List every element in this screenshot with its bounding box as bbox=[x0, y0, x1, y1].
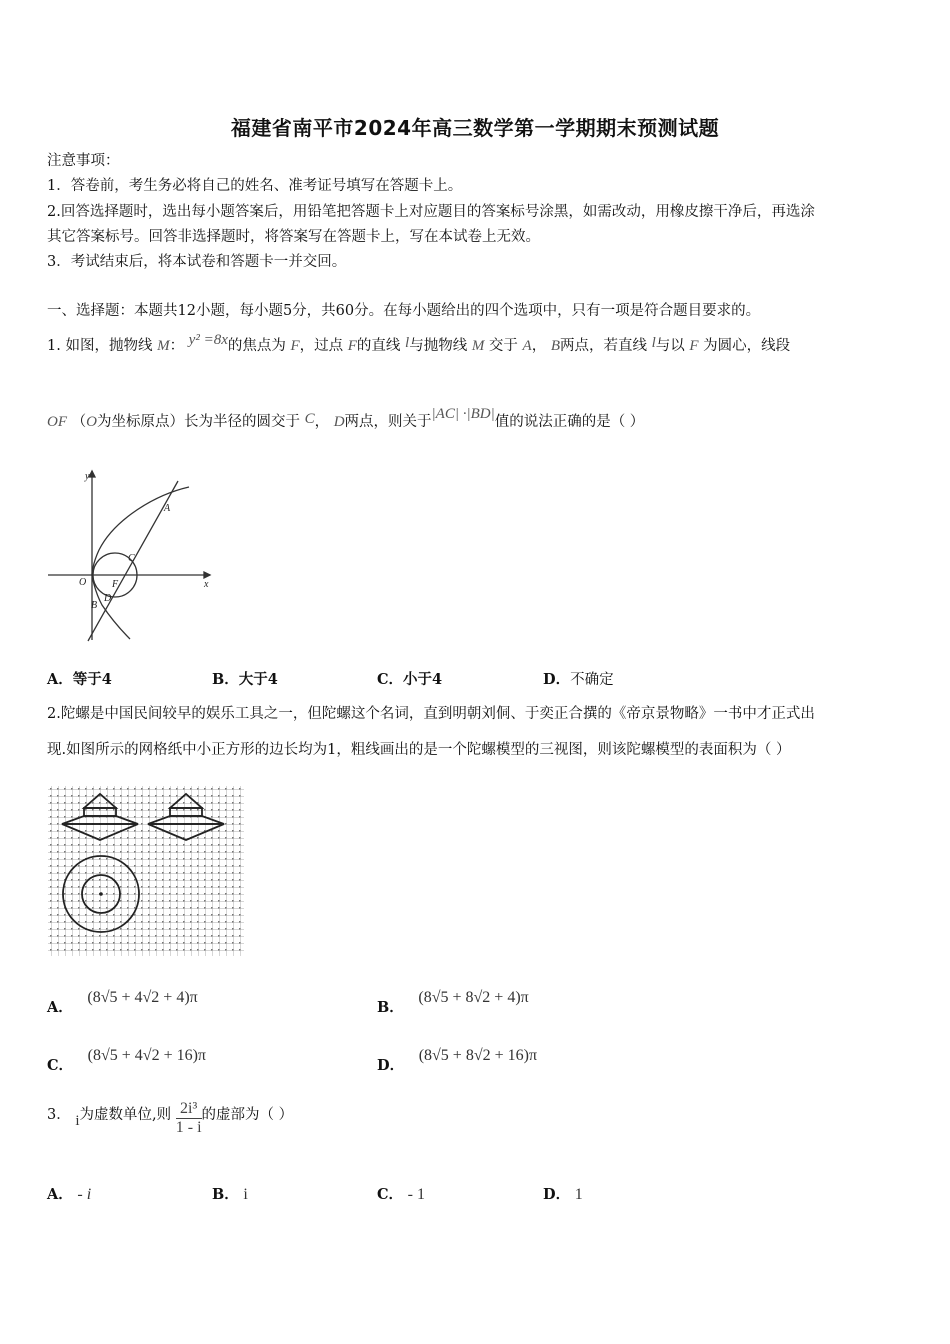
math-m: M bbox=[471, 338, 485, 354]
q1-stem-line1 bbox=[47, 332, 791, 357]
q1-text: （ bbox=[71, 414, 87, 430]
option-text: - i bbox=[77, 1186, 92, 1203]
q1-text: 的焦点为 bbox=[227, 338, 286, 354]
q1-text: ， bbox=[531, 338, 547, 354]
q3-number: 3． bbox=[47, 1106, 71, 1123]
option-label: B． bbox=[377, 999, 404, 1016]
label-b: B bbox=[91, 600, 98, 611]
notice-item-3: 3．考试结束后，将本试卷和答题卡一并交回。 bbox=[47, 254, 347, 270]
math-c: C bbox=[304, 411, 315, 427]
q1-text: 两点，若直线 bbox=[559, 338, 647, 354]
notice-item-2-cont: 其它答案标号。回答非选择题时，将答案写在答题卡上，写在本试卷上无效。 bbox=[47, 229, 540, 245]
option-text: (8√5 + 4√2 + 4)π bbox=[87, 989, 198, 1006]
fraction-2i3-over-1-i bbox=[176, 1100, 202, 1137]
math-b: B bbox=[550, 338, 560, 354]
q1-text: 1. 如图，抛物线 bbox=[47, 338, 153, 354]
q1-text: 值的说法正确的是（ ） bbox=[494, 414, 645, 430]
q1-text: ： bbox=[169, 338, 185, 354]
option-text: 1 bbox=[574, 1186, 583, 1203]
option-text: 大于4 bbox=[238, 671, 278, 688]
x-arrow-icon bbox=[204, 572, 210, 578]
label-o: O bbox=[79, 577, 87, 588]
option-label: B． bbox=[212, 1186, 239, 1203]
math-a: A bbox=[522, 338, 532, 354]
page-title: 福建省南平市2024年高三数学第一学期期末预测试题 bbox=[230, 116, 720, 140]
q2-option-d[interactable] bbox=[377, 1044, 538, 1074]
q3-stem bbox=[47, 1100, 293, 1137]
notice-heading: 注意事项： bbox=[47, 153, 120, 169]
math-l: l bbox=[651, 335, 656, 351]
top-view-center-dot bbox=[99, 892, 103, 896]
math-f: F bbox=[689, 338, 699, 354]
q2-option-a[interactable] bbox=[47, 986, 198, 1016]
fraction-denominator: 1 - i bbox=[175, 1119, 202, 1136]
q1-text: ， bbox=[314, 414, 330, 430]
label-y: y bbox=[85, 471, 90, 482]
q1-text: 为圆心，线段 bbox=[703, 338, 791, 354]
q1-text: 交于 bbox=[488, 338, 518, 354]
math-i: i bbox=[75, 1112, 80, 1129]
option-text: (8√5 + 8√2 + 4)π bbox=[418, 989, 529, 1006]
q2-option-c[interactable] bbox=[47, 1044, 206, 1074]
option-label: C． bbox=[377, 671, 404, 688]
q1-text: 与以 bbox=[655, 338, 685, 354]
q2-stem-line2: 现.如图所示的网格纸中小正方形的边长均为1，粗线画出的是一个陀螺模型的三视图，则该陀螺模型的表面积为（ ） bbox=[47, 742, 791, 758]
grid-background bbox=[48, 786, 244, 956]
label-x: x bbox=[204, 579, 209, 590]
option-text: 等于4 bbox=[72, 671, 112, 688]
q3-option-d[interactable] bbox=[543, 1183, 583, 1204]
notice-item-2: 2.回答选择题时，选出每小题答案后，用铅笔把答题卡上对应题目的答案标号涂黑，如需改动，用橡皮擦干净后，再选涂 bbox=[47, 204, 815, 220]
math-of: OF bbox=[47, 414, 67, 430]
option-label: A． bbox=[47, 999, 73, 1016]
label-a: A bbox=[164, 503, 171, 514]
q1-option-a[interactable] bbox=[47, 668, 112, 689]
fraction-numerator: 2i³ bbox=[176, 1100, 202, 1119]
math-l: l bbox=[405, 335, 410, 351]
option-label: D． bbox=[543, 1186, 571, 1203]
math-o: O bbox=[86, 414, 97, 430]
q3-option-c[interactable] bbox=[377, 1183, 425, 1204]
q1-text: ，过点 bbox=[299, 338, 344, 354]
q1-text: 与抛物线 bbox=[409, 338, 468, 354]
q3-option-b[interactable] bbox=[212, 1183, 248, 1204]
math-d: D bbox=[333, 414, 345, 430]
parabola-figure bbox=[44, 465, 220, 645]
q3-text: 的虚部为（ ） bbox=[201, 1106, 294, 1123]
option-label: C． bbox=[377, 1186, 404, 1203]
q1-stem-line2 bbox=[47, 406, 645, 433]
option-text: - 1 bbox=[407, 1186, 425, 1203]
parabola-curve bbox=[92, 487, 189, 639]
label-d: D bbox=[104, 593, 112, 604]
option-label: B． bbox=[212, 671, 239, 688]
q1-option-c[interactable] bbox=[377, 668, 442, 689]
q1-text: 的直线 bbox=[356, 338, 401, 354]
top-three-views-figure bbox=[48, 786, 244, 956]
option-text: 小于4 bbox=[403, 671, 443, 688]
label-f: F bbox=[112, 579, 119, 590]
option-label: A． bbox=[47, 671, 73, 688]
option-text: (8√5 + 4√2 + 16)π bbox=[87, 1047, 206, 1064]
option-label: A． bbox=[47, 1186, 73, 1203]
q1-option-d[interactable] bbox=[543, 668, 614, 689]
option-label: D． bbox=[543, 671, 571, 688]
q2-option-b[interactable] bbox=[377, 986, 529, 1016]
math-f: F bbox=[290, 338, 300, 354]
math-m: M bbox=[157, 338, 170, 354]
label-c: C bbox=[128, 553, 135, 564]
y-arrow-icon bbox=[89, 471, 95, 477]
option-text: i bbox=[243, 1186, 248, 1203]
math-f: F bbox=[347, 338, 357, 354]
option-label: C． bbox=[47, 1057, 74, 1074]
option-text: (8√5 + 8√2 + 16)π bbox=[418, 1047, 538, 1064]
q3-option-a[interactable] bbox=[47, 1183, 91, 1204]
math-parabola-eq: y² =8x bbox=[188, 332, 228, 348]
math-ac-bd: |AC| ·|BD| bbox=[431, 406, 495, 422]
option-label: D． bbox=[377, 1057, 405, 1074]
q1-text: 为坐标原点）长为半径的圆交于 bbox=[96, 414, 300, 430]
q2-stem-line1: 2.陀螺是中国民间较早的娱乐工具之一，但陀螺这个名词，直到明朝刘侗、于奕正合撰的《帝京景物略》一书中才正式出 bbox=[47, 706, 815, 722]
q3-text: 为虚数单位,则 bbox=[79, 1106, 172, 1123]
notice-item-1: 1．答卷前，考生务必将自己的姓名、准考证号填写在答题卡上。 bbox=[47, 178, 463, 194]
q1-option-b[interactable] bbox=[212, 668, 278, 689]
q1-text: 两点，则关于 bbox=[344, 414, 432, 430]
section-heading: 一、选择题：本题共12小题，每小题5分，共60分。在每小题给出的四个选项中，只有一项是符合题目要求的。 bbox=[47, 303, 761, 319]
option-text: 不确定 bbox=[570, 672, 614, 688]
